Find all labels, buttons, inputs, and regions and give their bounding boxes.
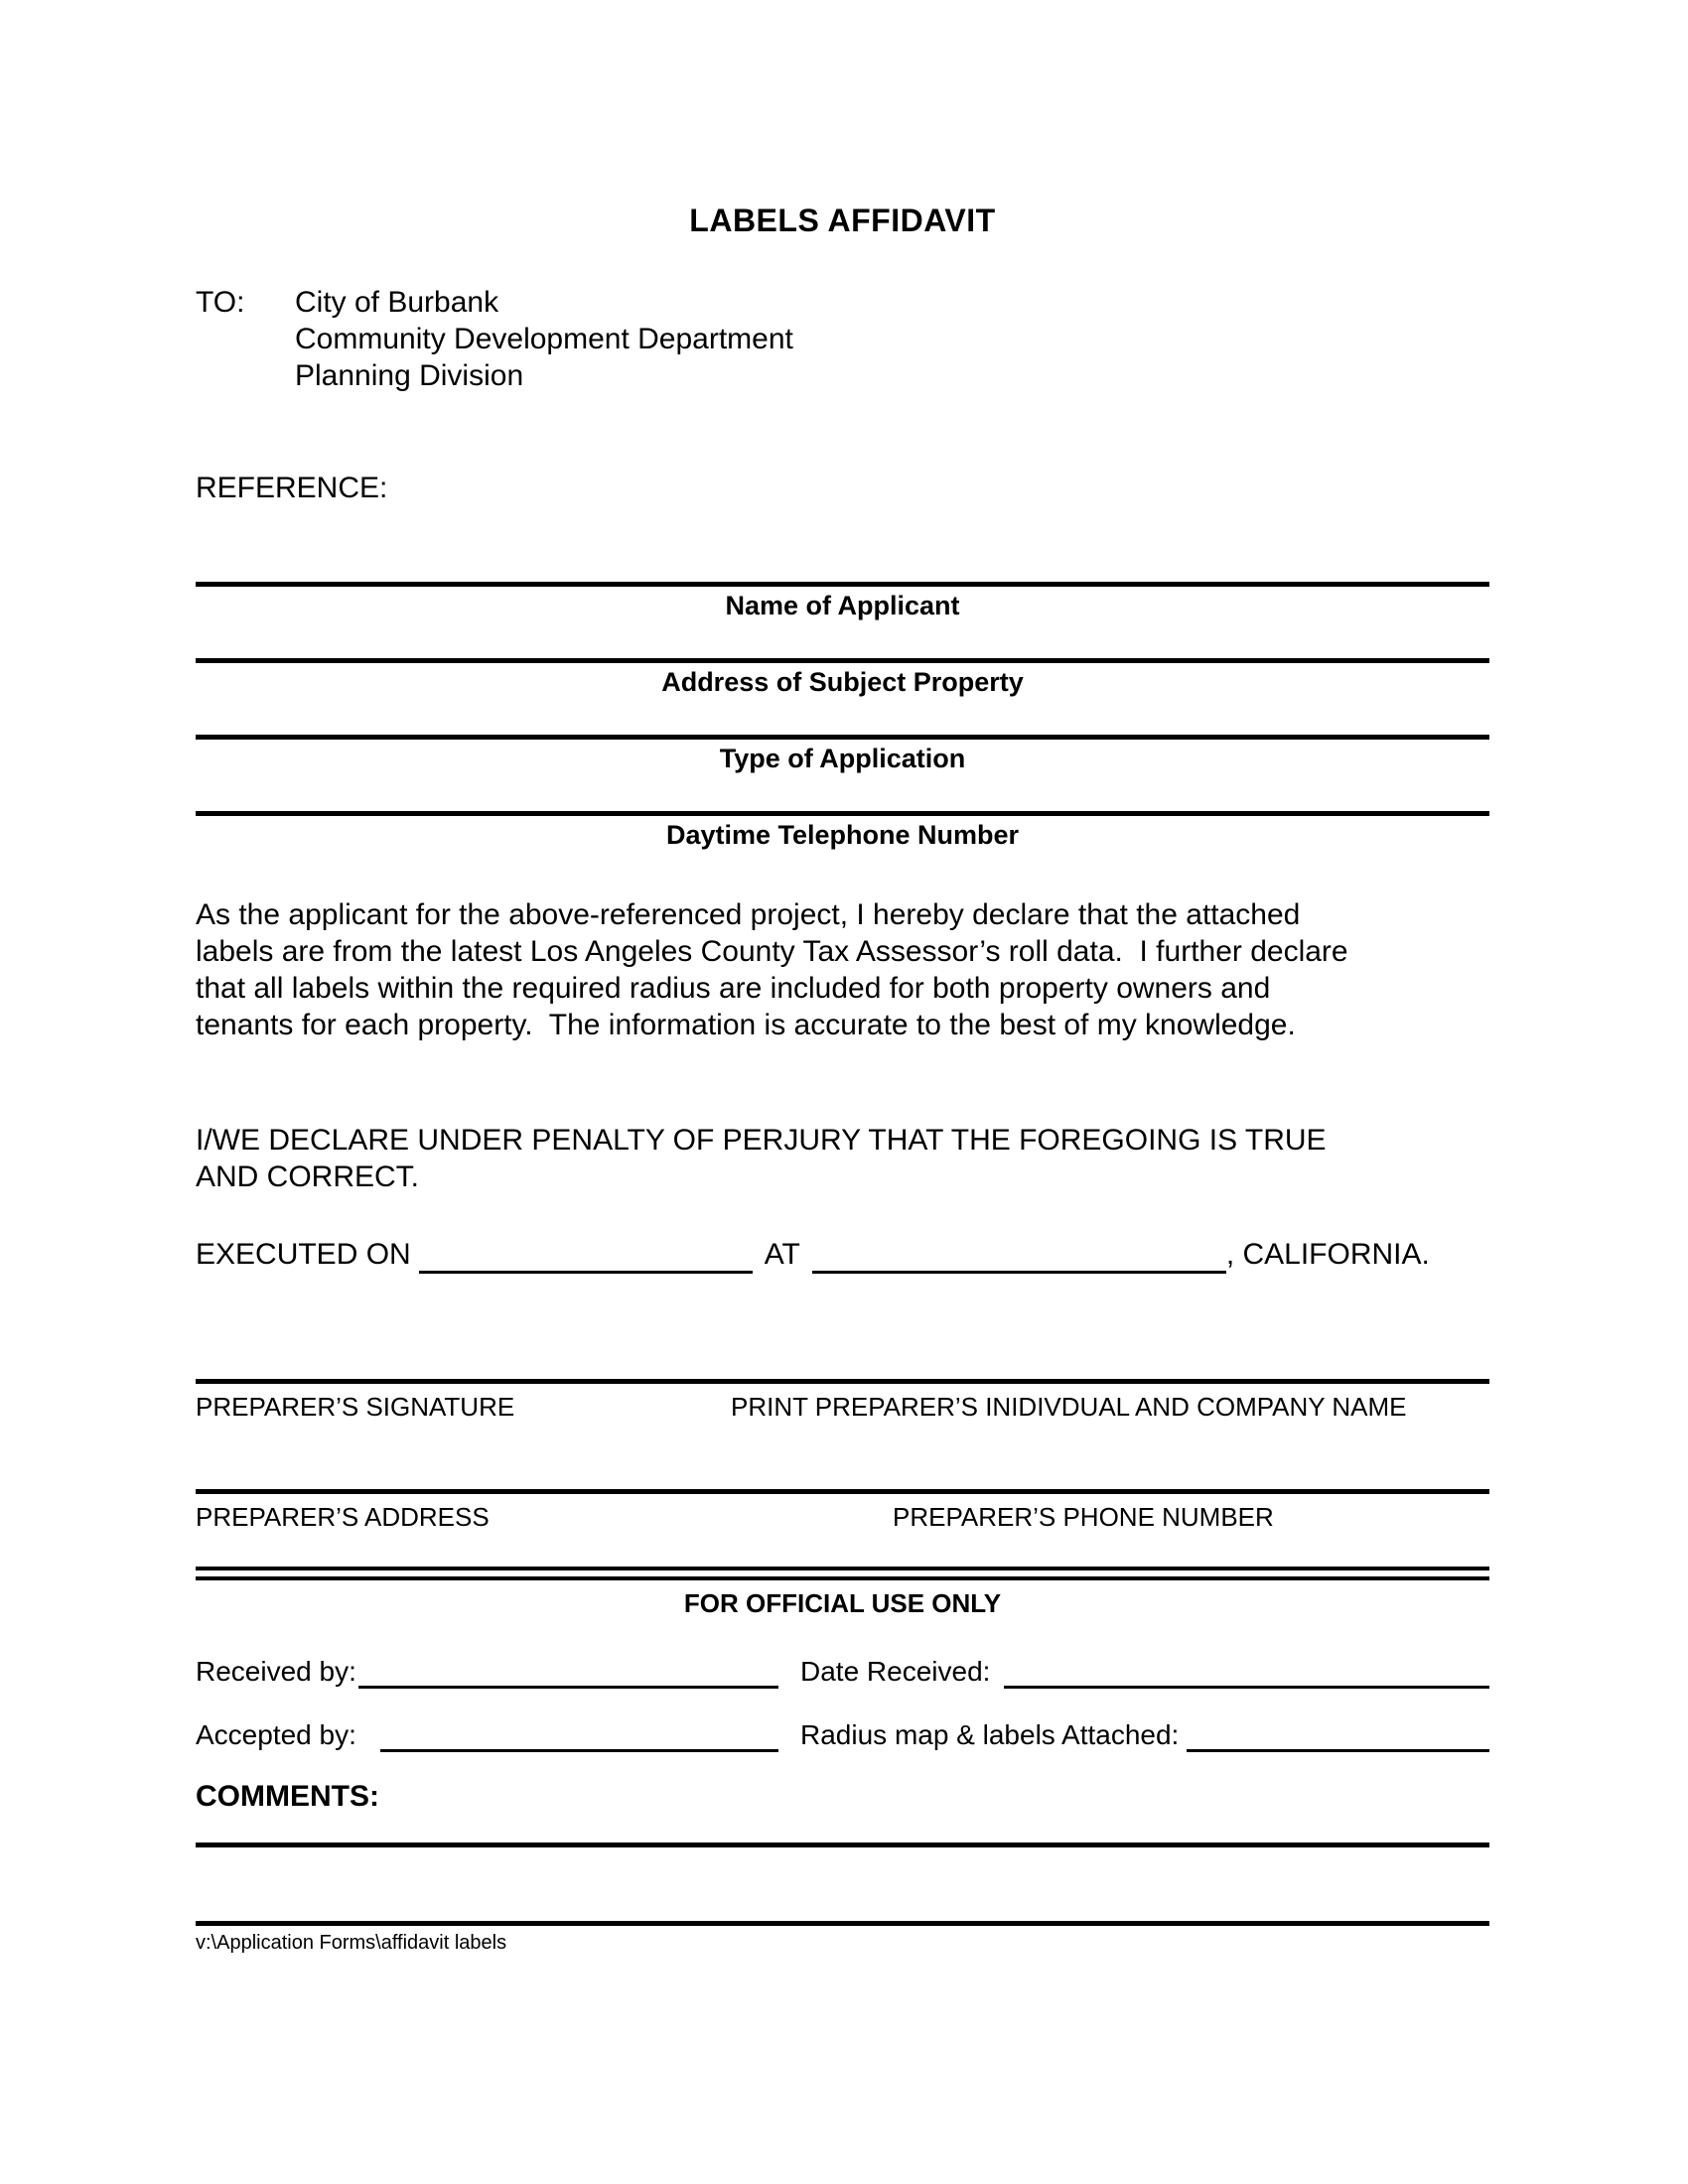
reference-label: REFERENCE: (196, 472, 388, 504)
footer-file-path: v:\Application Forms\affidavit labels (196, 1932, 507, 1954)
preparer-phone-label: PREPARER’S PHONE NUMBER (893, 1502, 1274, 1532)
accepted-by-row (196, 1718, 1489, 1752)
addressee-lines (295, 284, 793, 394)
preparer-address-label: PREPARER’S ADDRESS (196, 1502, 490, 1532)
declaration-line: labels are from the latest Los Angeles County Tax Assessor’s roll data. I further declare (196, 935, 1348, 968)
received-by-cell (196, 1655, 778, 1689)
field-caption: Address of Subject Property (661, 667, 1024, 697)
accepted-by-label: Accepted by: (196, 1719, 356, 1750)
california-suffix: , CALIFORNIA. (1225, 1238, 1430, 1271)
addressee-department: Community Development Department (295, 323, 793, 355)
execution-city-blank (812, 1236, 1226, 1274)
preparer-signature-rule (196, 1379, 1489, 1384)
radius-map-attached-blank (1187, 1718, 1489, 1752)
date-received-cell (800, 1655, 1489, 1689)
perjury-line: I/WE DECLARE UNDER PENALTY OF PERJURY THAT THE FOREGOING IS TRUE (196, 1124, 1327, 1157)
field-caption: Type of Application (719, 744, 966, 773)
preparer-signature-label: PREPARER’S SIGNATURE (196, 1392, 515, 1422)
executed-on-row (196, 1236, 1489, 1274)
to-label: TO: (196, 286, 245, 319)
accepted-by-blank (380, 1718, 778, 1752)
execution-date-blank (419, 1236, 753, 1274)
field-type-of-application (196, 735, 1489, 773)
declaration-line: tenants for each property. The information is accurate to the best of my knowledge. (196, 1009, 1296, 1041)
official-use-divider (196, 1567, 1489, 1580)
preparer-signature-captions (196, 1392, 1489, 1422)
accepted-by-cell (196, 1718, 778, 1752)
comments-rule (196, 1921, 1489, 1926)
date-received-blank (1004, 1655, 1489, 1689)
date-received-label: Date Received: (800, 1656, 991, 1687)
field-daytime-telephone-number (196, 811, 1489, 850)
divider-bar (196, 1567, 1489, 1570)
fill-in-rule (196, 658, 1489, 663)
addressee-city: City of Burbank (295, 286, 499, 319)
field-caption: Name of Applicant (725, 591, 960, 620)
field-caption: Daytime Telephone Number (665, 820, 1020, 850)
radius-map-attached-label: Radius map & labels Attached: (800, 1719, 1180, 1750)
addressee-block (196, 284, 1489, 394)
reference-fields (196, 582, 1489, 850)
at-label: AT (764, 1238, 800, 1271)
preparer-address-captions (196, 1502, 1489, 1532)
preparer-address-rule (196, 1489, 1489, 1494)
preparer-print-name-label: PRINT PREPARER’S INIDIVDUAL AND COMPANY NAME (731, 1392, 1407, 1422)
page-title: LABELS AFFIDAVIT (689, 203, 996, 238)
field-name-of-applicant (196, 582, 1489, 620)
fill-in-rule (196, 811, 1489, 816)
comments-rule (196, 1843, 1489, 1847)
received-by-label: Received by: (196, 1656, 356, 1687)
declaration-line: As the applicant for the above-referenced project, I hereby declare that the attached (196, 898, 1301, 931)
declaration-line: that all labels within the required radius are included for both property owners and (196, 972, 1271, 1005)
official-use-heading: FOR OFFICIAL USE ONLY (683, 1588, 1002, 1618)
fill-in-rule (196, 735, 1489, 740)
affidavit-form (196, 0, 1489, 1955)
fill-in-rule (196, 582, 1489, 587)
radius-map-cell (800, 1718, 1489, 1752)
perjury-line: AND CORRECT. (196, 1160, 420, 1193)
addressee-division: Planning Division (295, 359, 524, 392)
received-by-blank (358, 1655, 778, 1689)
received-by-row (196, 1655, 1489, 1689)
declaration-paragraph (196, 896, 1489, 1043)
comments-label: COMMENTS: (196, 1780, 379, 1813)
field-address-of-subject-property (196, 658, 1489, 697)
executed-on-label: EXECUTED ON (196, 1238, 411, 1271)
perjury-statement (196, 1122, 1489, 1195)
divider-bar (196, 1576, 1489, 1580)
